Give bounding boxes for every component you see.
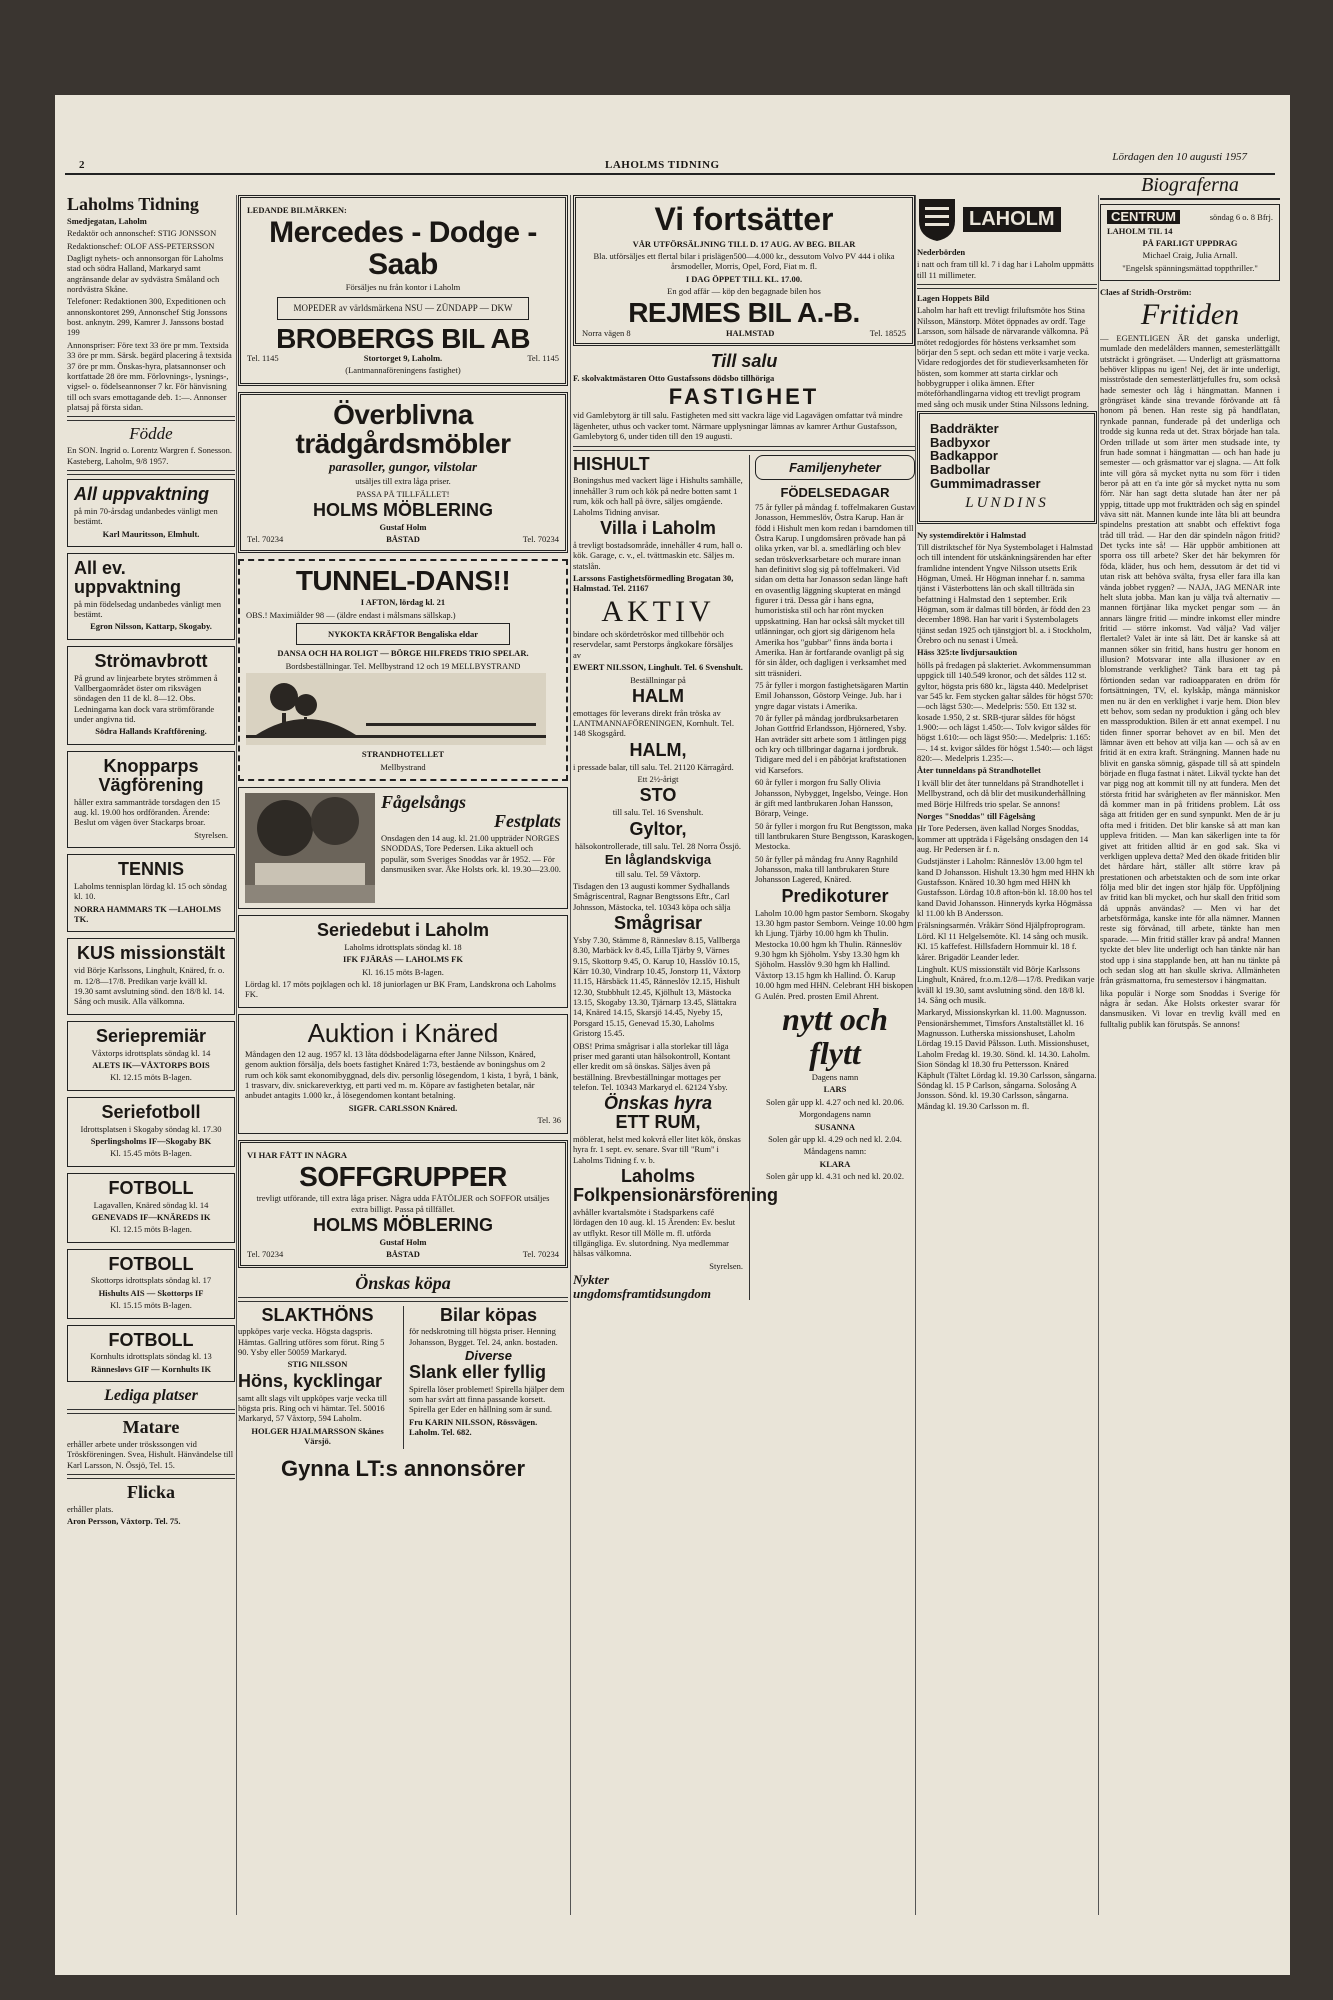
ad-company: HOLMS MÖBLERING [313,1215,493,1235]
ad-heading: Smågrisar [613,913,703,934]
ad-heading: Fågelsångs [381,792,467,813]
ad-item: Gummimadrasser [930,475,1041,491]
ad-tennis [67,854,235,932]
ad-heading: HISHULT [573,453,650,474]
ad-match: Sperlingsholms IF—Skogaby BK [90,1135,212,1146]
ad-fagelsang [238,787,568,909]
ad-text: Laholms tennisplan lördag kl. 15 och söndag kl. 10. [74,880,227,902]
rule [67,416,235,421]
ad-text: DANSA OCH HA ROLIGT — BÖRGE HILFREDS TRIO SPELAR. [277,648,529,659]
ad-seriedebut [238,915,568,1008]
ad-text: i pressade balar, till salu. Tel. 21120 Kärragård. [573,761,734,772]
birthday-item: 70 år fyller på måndag jordbruksarbetaren Johan Gottfrid Erlandsson, Hjörnered, Ysby. Han avträder sitt arbete som 1 ättlingen pigg och kry och tillbringar dagarna i jordbruk. Tidigare med del i en påbörjat kraftstationen vid Karsefors. [755,713,907,775]
ad-phone: Tel. 1145 [527,353,559,364]
section-for-sale: Till salu [710,351,778,372]
birthdays-heading: FÖDELSEDAGAR [780,485,890,501]
column-author: Claes af Stridh-Orström: [1100,287,1192,298]
column-5 [1100,175,1280,1915]
ad-venue: STRANDHOTELLET [361,749,445,760]
ad-text: En god affär — köp den begagnade bilen hos [667,286,821,297]
sun-times: Solen går upp kl. 4.27 och ned kl. 20.06. [765,1096,905,1107]
column-title: Fritiden [1140,298,1240,332]
news-text: Till distriktschef för Nya Systembolaget i Halmstad och till intendent för utskänkningsärenden har efter framlidne intendent Yngve Nilsson utsetts Erik Högman, Umeå. Hr Högman innehar f. n. samma tjänst i Västerbottens län och skall tillträda sin befattning i Halmstad den 1 september. Erik Högman, som är dalmas till börden, är född den 23 december 1898. Han har varit i Systembolagets tjänst sedan 1925 och tjänstgjort bl. a. i Stockholm, Örebro och nu senast i Umeå. [917,541,1093,646]
ad-text: erhåller plats. [67,1503,114,1514]
masthead-body: Dagligt nyhets- och annonsorgan för Laholms stad och södra Halland, Markaryd samt angränsande delar av sydvästra Småland och nordvästra Skåne. [67,252,224,295]
news-text: Hr Tore Pedersen, även kallad Norges Snoddas, kommer att uppträda i Fågelsång onsdagen den 14 aug. Hr Pedersen är f. n. [917,823,1089,854]
name-day-label: Måndagens namn: [803,1146,867,1157]
issue-date: Lördagen den 10 augusti 1957 [1112,151,1247,163]
column-4 [917,195,1097,1915]
ad-heading: Mercedes - Dodge - Saab [269,216,537,281]
cinemas-heading: Biograferna [1100,175,1280,200]
ad-heading: Matare [122,1416,180,1437]
ad-heading: FOTBOLL [108,1177,194,1198]
ad-booking: Bordsbeställningar. Tel. Mellbystrand 12 och 19 MELLBYSTRAND [285,660,521,671]
ad-heading: SLAKTHÖNS [261,1304,374,1325]
ad-knopparp [67,751,235,848]
dance-hall-illustration [246,673,546,745]
film-quote: "Engelsk spänningsmättad toppthriller." [1122,262,1258,273]
rule [917,284,1097,289]
ad-heading: All ev. uppvaktning [74,557,181,597]
name-day: KLARA [819,1158,851,1169]
ad-text: OBS.! Maximiålder 98 — (äldre endast i målsmans sällskap.) [246,609,456,620]
ad-signature: EWERT NILSSON, Linghult. Tel. 6 Svenshult. [573,662,743,673]
name-day: SUSANNA [814,1121,856,1132]
ad-auktion [238,1014,568,1134]
column-1 [67,195,235,1915]
ad-fotboll-2 [67,1249,235,1319]
birthday-item: 75 år fyller i morgon fastighetsägaren Martin Emil Johansson, Göstorp Veinge. Jub. har i yngre dagar vistats i Amerika. [755,679,909,711]
ad-text: Lagavallen, Knäred söndag kl. 14 [93,1199,209,1210]
ad-heading: Gyltor, [629,818,687,839]
film-title: PÅ FARLIGT UPPDRAG [1142,238,1238,248]
masthead-editor: Redaktör och annonschef: STIG JONSSON [67,228,217,239]
paper-title: LAHOLMS TIDNING [605,159,720,171]
ad-heading: Seriepremiär [95,1025,207,1046]
birthday-item: 50 år fyller i morgon fru Rut Bengtsson, maka till lantbrukaren Sture Bengtsson, Karaskogen, Mestocka. [755,820,915,852]
ad-location: Mellbystrand [380,761,426,772]
ad-text: till salu. Tel. 16 Svenshult. [612,807,704,818]
ad-text: vid Gamlebytorg är till salu. Fastigheten med sitt vackra läge vid Lagavägen omfattar två mindre lägenheter, uthus och vacker tomt. Närmare upplysningar lämnas av kamrer Arthur Gustafsson, Gamlebytorg 6, under tiden till den 19 augusti. [573,410,903,442]
laholm-banner [917,195,1097,243]
ad-company: LUNDINS [965,495,1049,512]
news-heading: Åter tunneldans på Strandhotellet [917,765,1041,776]
ad-text: Våxtorps idrottsplats söndag kl. 14 [91,1047,211,1058]
ad-label: VI HAR FÅTT IN NÅGRA [247,1149,347,1160]
ad-text: samt allt slags vilt uppköpes varje vecka till högsta pris. Ring och vi hämtar. Tel. 50016 Markaryd, 57 Våxtorp, 594 Laholm. [238,1392,387,1424]
ad-note: (Lantmannaföreningens fastighet) [345,365,461,376]
ad-text: Boningshus med vackert läge i Hishults samhälle, innehåller 3 rum och kök på nedre botten samt 1 rum, kök och hall på övre, säljes omgående. Laholms Tidning anvisar. [573,475,743,517]
ad-address: Norra vägen 8 [582,327,631,338]
column-rule [1098,195,1099,1915]
page-number: 2 [79,159,85,171]
news-heading: Häss 325:te livdjursauktion [917,647,1018,658]
sun-times: Solen går upp kl. 4.31 och ned kl. 20.02. [765,1170,905,1181]
ad-when: I AFTON, lördag kl. 21 [360,597,446,608]
ad-heading: Slank eller fyllig [409,1361,547,1382]
ad-phone: Tel. 1145 [247,353,279,364]
name-day: LARS [823,1084,847,1095]
ad-heading: TUNNEL-DANS!! [295,564,511,596]
nytt-och-flytt-logo: nytt och flytt [782,1000,888,1071]
newspaper-page [55,95,1290,1975]
ad-match: NORRA HAMMARS TK —LAHOLMS TK. [74,903,221,924]
ad-tunneldans [238,559,568,781]
ad-phone: Tel. 70234 [522,1249,559,1260]
ad-text: Skottorps idrottsplats söndag kl. 17 [90,1275,212,1286]
cinema-times: söndag 6 o. 8 Bfrj. [1209,211,1273,222]
ad-heading: Överblivna trädgårdsmöbler [295,398,511,460]
ad-item: Badbollar [930,461,990,477]
ad-signature: Larssons Fastighetsförmedling Brogatan 30, Halmstad. Tel. 21167 [573,572,734,594]
ad-address: Stortorget 9, Laholm. [363,353,443,364]
ad-signature: Karl Mauritsson, Elmhult. [102,528,200,539]
ad-city: HALMSTAD [725,327,775,338]
rule [238,1297,568,1302]
ad-heading: AKTIV [601,594,715,628]
ad-item: Badbyxor [930,434,990,450]
ad-signature: Styrelsen. [709,1260,743,1271]
ad-phone: Tel. 70234 [522,534,559,545]
ad-company: REJMES BIL A.-B. [628,297,860,329]
ad-company: HOLMS MÖBLERING [313,500,493,521]
film-cast: Michael Craig, Julia Arnall. [1142,250,1238,261]
ad-text: Försäljes nu från kontor i Laholm [345,282,461,293]
ad-text: Måndagen den 12 aug. 1957 kl. 13 låta dödsbodelägarna efter Janne Nilsson, Knäred, genom auktion försälja, dels boets fastighet Knäred 1:73, bestående av boningshus om 2 rum och kök samt ekonomibyggnad, dels div. personlig lösegendom, 1 kista, 1 byrå, 1 bänk, 1 trasvarv, div. snickareverktyg, ett parti ved m. m. Köpare av fastigheten betalar, när anbudet antagits 1.000 kr., å lösegendomen kontant betalning. [245,1049,559,1101]
services-text: Gudstjänster i Laholm: Ränneslöv 13.00 hgm tel kand D Johansson. Hishult 13.30 hgm med HHN kh Gustafsson. Knäred 10.30 hgm med HHN kh Gustafsson. Lördag 10.8 afton-bön kl. 18.00 hos tel kand David Johansson. Hinneryds kyrka Högmässa kl 11.00 kh B Andersson. [917,856,1095,919]
ad-text: F. skolvaktmästaren Otto Gustafssons dödsbo tillhöriga [573,373,775,384]
rule [67,1474,235,1479]
ad-lundins [917,411,1097,524]
ad-text: på min 70-årsdag undanbedes vänligt men bestämt. [74,505,218,527]
ad-subheading: parasoller, gungor, vilstolar [328,458,478,474]
section-family-news: Familjenyheter [755,455,915,481]
festplats-photo [245,793,375,903]
ad-text: Lördag kl. 17 möts pojklagen och kl. 18 juniorlagen ur BK Fram, Landskrona och Laholms FK. [245,979,556,1000]
ad-note: Kl. 15.45 möts B-lagen. [110,1148,192,1159]
sun-times: Solen går upp kl. 4.29 och ned kl. 2.04. [768,1133,902,1144]
ad-heading: HALM [632,685,684,706]
ad-soffgrupper [238,1140,568,1268]
ad-text: möblerat, helst med kokvrå eller litet kök, önskas hyra fr. 1 sept. ev. senare. Svar till "Rum" i Laholms Tidning f. v. b. [573,1134,741,1165]
ad-owner: Gustaf Holm [379,522,427,533]
rule [573,446,915,451]
ad-text: bindare och skördetröskor med tillbehör och reservdelar, samt Perstorps ångkokare försäljes av [573,629,733,660]
ad-heading: HALM, [629,739,687,760]
sermons-text: Laholm 10.00 hgm pastor Semborn. Skogaby 13.30 hgm pastor Semborn. Veinge 10.00 hgm kh Ljung. Tjärby 10.00 hgm kh Thulin. Mestocka 10.00 hgm kh Thulin. Ränneslöv 9.30 hgm kh Sjöholm. Ysby 13.30 hgm kh Sjöholm. Hasslöv 9.30 hgm kh Hallind. Våxtorp 13.15 hgm kh Hallind. Ö. Karup 10.00 hgm med HHN. Celebrant HH biskopen G Aulén. Pred. prosten Emil Ahrent. [755,907,914,1001]
news-heading: Norges "Snoddas" till Fågelsång [917,810,1036,821]
ad-crayfish: NYKOKTA KRÄFTOR Bengaliska eldar [296,623,510,645]
ad-phone: Tel. 70234 [247,534,284,545]
section-vacancies: Lediga platser [104,1387,198,1405]
ad-heading: FOTBOLL [108,1253,194,1274]
ad-item: Badkappor [930,448,998,464]
births-heading: Födde [129,424,173,444]
column-3-right [749,455,915,1301]
news-heading: Ny systemdirektör i Halmstad [917,529,1027,540]
ad-heading: SOFFGRUPPER [299,1160,507,1192]
ad-heading: Nykter ungdomsframtidsungdom [573,1272,711,1301]
ad-signature: Egron Nilsson, Kattarp, Skogaby. [90,621,212,632]
section-wanted: Önskas köpa [355,1272,451,1293]
ad-heading: Knopparps Vägförening [98,755,204,795]
ad-text: håller extra sammanträde torsdagen den 15 aug. kl. 19.00 hos ordföranden. Ärende: Beslut om vägen över Stackarps broar. [74,796,221,828]
ad-owner: Gustaf Holm [379,1236,427,1247]
ad-heading: Seriedebut i Laholm [316,920,490,941]
section-diverse: Diverse [465,1348,512,1364]
ad-heading: Bilar köpas [439,1304,538,1325]
column-3 [573,195,915,1915]
laholm-title: LAHOLM [963,207,1061,232]
birthday-item: 50 år fyller på måndag fru Anny Ragnhild Johansson, maka till lantbrukaren Sture Johansson Lagered, Knäred. [755,853,898,885]
ad-label: LEDANDE BILMÄRKEN: [247,205,347,215]
cinema-location: LAHOLM TIL 14 [1107,225,1173,236]
masthead-prices: Annonspriser: Före text 33 öre pr mm. Textsida 33 öre pr mm. Särsk. begärd placering å textsida 37 öre pr mm. Önskas-hyra, platsannonser och kortfattade 28 öre mm. Förlovnings-, lysnings-, vigsel- o. födelseannonser 7 kr. För hänvisning till och svars emottagande deb. 1:—. Annonser platsaj på första sidan. [67,339,232,412]
ad-label: Beställningar på [630,674,686,685]
ad-centrum [1100,204,1280,281]
cinema-name: CENTRUM [1107,210,1180,224]
slogan: Gynna LT:s annonsörer [280,1455,526,1481]
ad-heading: KUS missionstält [76,943,226,964]
ad-seriepremiar [67,1021,235,1091]
ad-uppvaktning-1 [67,479,235,547]
masthead-address: Smedjegatan, Laholm [67,215,147,226]
ad-text: Laholms idrottsplats söndag kl. 18 [344,941,462,952]
ad-text: emottages för leverans direkt från tröska av LANTMANNAFÖRENINGEN, Kornhult. Tel. 148 Skogsgård. [573,707,734,739]
ad-heading: Strömavbrott [94,650,208,671]
ad-signature: STIG NILSSON [287,1359,348,1370]
ad-heading: FASTIGHET [668,384,820,410]
ad-text: vid Börje Karlssons, Linghult, Knäred, fr. o. m. 12/8—17/8. Predikan varje kväll kl. 19.30 samt avslutning sönd. den 18/8 kl. 14. Sång och musik. Alla välkomna. [74,965,225,1007]
ad-match: Hishults AIS — Skottorps IF [98,1287,204,1298]
services-text: Frälsningsarmén. Vråkärr Sönd Hjälpfroprogram. Lörd. Kl 11 Helgelsemöte. Kl. 14 sång och musik. Kl. 15 kaffefest. Hillsfadern Hornmuir kl. 18 f. kårer. Brigadör Leander leder. [917,920,1089,962]
news-text: hölls på fredagen på slakteriet. Avkommensumman uppgick till 140.549 kronor, och det såldes 112 st. gyltor, högsta pris 680 kr., lägsta 440. Medelpriset var 545 kr. Fem stycken galtar såldes för högst 570:—och lägst 530:—. Medelpris: 550. Ett 132 st. kosade 1.950, 2 st. SRB-tjurar såldes för högst 1.900:— och lägst 1.450:—. Tolv kvigor såldes för högst 1.610:— och lägst 950:—. Medelpris: 1.165:—. 14 st. kvigor såldes för högst 1.540:— och lägst 820:—. Medelpris 1.235:—. [917,659,1094,764]
ad-phone: Tel. 70234 [247,1249,284,1260]
news-text: I kväll blir det åter tunneldans på Strandhotellet i Mellbystrand, och då blir det musikunderhållning med Börje Hilfreds trio spelar. Se annons! [917,777,1086,809]
column-rule [570,195,571,1915]
ad-heading: All uppvaktning [74,483,209,504]
ad-fotboll-3 [67,1325,235,1383]
ad-text: Ysby 7.30, Stämme 8, Rännesløv 8.15, Vallberga 8.30, Marbäck kv 8.45, Lilla Tjärby 9, Värnes 9.15, Skottorp 9.45, O. Karup 10, Hasslöv 10.15, Kärr 10.30, Vindrarp 10.45, Jonstorp 11, Våxtorp 11.15, Härsbäck 11.45, Ränneslöv 12.15, Hishult 12.30, Stubbhult 12.45, Kjölhult 13, Mästocka 13.15, Skogaby 13.30, Tjärnarp 13.45, Slättakra 14, Knäred 14.15, Skarsjö 14.45, Nyeby 15, Porsgard 15.15, Genevad 15.30, Laholms Gristorg 15.45. [573,934,741,1039]
ad-rejmes [573,195,915,346]
ad-phone: Tel. 36 [537,1115,561,1126]
column-text: — EGENTLIGEN ÄR det ganska underligt, mumlade den medelålders mannen, semesterlättgällt utsträckt i gröngräset. — Underligt att gräsmattorna behöver klippas nu igen! Nej, det är inte underligt, misströstade den semesterlättjefulles fru, som också hade semester och låg i hängmattan. Mannen i gröngräset kände sina trevande förövande att få honom på benen. Han reste sig på handflatan, rynkade pannan, funderade på det underliga och trodde sig kunna reda ut det. Strax började han tala. Orden trillade ut som ärter men studsade inte, ty frun hade somnat i hängmattan — och han hade ju semester — och gräsmattor var ej slagna. — Att folk inte vill göra så mycket nytta nu som förr i tiden beror på att en t'a inte gör så mycket nytta nu som förr. När han sagt detta slutade han åter ner på yppig, tittade upp mot fruktträden och såg en spindel väva sitt nät. Mannen kunde inte låta bli att beundra spindelns prestation att snabbt och effektivt foga tråd till tråd. — Har den där spindeln någon fritid? Det tycks inte så! — Här uppbör ambitionen att sporra oss till arbete? Sker det här bekymren för föda, kläder, hus och hem, dessutom är det tid vi utan risk att behöva svälta, frysa eller fara illa kan vända jobbet ryggen? — NAJA, JAG MENAR inte helt sluta jobba. Man kan ju välja två alternativ — mannen förtjänar lika mycket pengar som — än annars längre fritid — mindre inkomst eller mindre fritid — större inkomst. Vad välja? Vad väljer flertalet? Valet är inte så lätt. Det är kanske så att mannen söker sin fritid, hans hustru ger honom en illusion? Motsvarar inte alla illusioner av en blomstrande verklighet? Tänk bara ett tag på förtionden sedan var radioapparaten en dröm för fortsättningen, TV, el. kylskåp, många människor men nu är den en verklighet i varje hem. Dion blev ett behov, som sedan ny produktion i gång och blev en massproduktion. Bilen är ett annat exempel. I nu tiden finner sporrar behovet av en bil. Men det lämnar även ett behov att vilja kan — och så av en fritid ät en extra kraft. Strängning. Mannen hade nu blivit en ganska sömnig, gäspade till så att spindeln började en fluga fastnat i nätet. Likväl tyckte han det var pigg nog att kommit till ny att fundera. Men det största fritid har svårigheten av fler människor. Men då kommer man in på fritidens problem. Låt oss säga att fritiden ger en sund synpunkt. Men de är ju ofta med i fritiden. Det blir kanske så att man kan uppleva fritiden. — Man kan säkerligen inte ta för givet att fritiden alltid är en god sak. Ska vi verkligen uppleva detta? Med den ökade fritiden blir det hårdare hårt, ställer allt större krav på prestationen och arbetstakten och de som inte orkar följa med blir det ingen stor hjälp för. Uppföljning av fritid kan bli mycket, och hur skall den fritid som då uppnås användas? — Men vi har det arbetsförmåga, kanske inte för alla nämner. Mannen reste sig förvånad, till arbete, tänkte han men sparade. — Min fritid ställer krav på andra! Mannen tyckte det blev lite underligt och han tänkte när han stod upp i sina stapplande ben, att han nu tänkte på och sedan slog att han skulle skriva. Allmänheten från gräsmattorna, fru semestersov i hängmattan. [1100,332,1280,986]
ad-text: utsäljes till extra låga priser. [355,476,451,487]
ad-heading: STO [639,785,677,806]
ad-heading: Vi fortsätter [654,201,834,237]
ad-heading: FOTBOLL [108,1329,194,1350]
ad-text: PASSA PÅ TILLFÄLLET! [356,488,450,499]
name-day-label: Dagens namn [811,1072,859,1083]
birthday-item: 75 år fyller på måndag f. toffelmakaren Gustav Jonasson, Hemmeslöv, Östra Karup. Han är född i Hishult men kom redan i barndomen till Östra Karup. I ungdomsåren prövade han på olika yrken, var bl. a. smedlärling och blev sedan tröskverksarbetare och murare innan han definitivt slog sig på toffelmakeri. Vid sidan om detta har Jonasson sedan länge haft en ovasentlig läggning skupterat en mängd figurer i trä. Dessa går i hans egna, humoristiska stil och har rönt mycken uppskattning. Han har också sålt mycket till utlänningar, och gjort sig därigenom hela Amerika hos "gubbar" finns ända borta i Amerika. Han är fortfarande ovanligt på sig för sin ålder, och dagligen i verksamhet med sitt träsnideri. [755,501,915,678]
ad-text: avhåller kvartalsmöte i Stadsparkens café lördagen den 10 aug. kl. 15 Ärenden: Ev. beslut av utflykt. Resor till Mölle m. fl. utförda tillgängliga. Ev. slutordning. Nya medlemmar hälsas välkomna. [573,1206,736,1259]
ad-mopeds: MOPEDER av världsmärkena NSU — ZÜNDAPP — DKW [277,297,529,320]
news-text: i natt och fram till kl. 7 i dag har i Laholm uppmätts till 11 millimeter. [917,259,1094,280]
ad-heading: Auktion i Knäred [307,1017,499,1048]
ad-company: BROBERGS BIL AB [276,322,530,354]
ad-hours: I DAG ÖPPET TILL KL. 17.00. [685,273,803,284]
ad-signature: Södra Hallands Kraftförening. [95,726,207,737]
column-text: lika populär i Norge som Snoddas i Sverige för några år sedan. Åke Holsts orkester svarar för dansmusiken. Vi lovar en trevlig kväll med en fulltalig publik kan förutspås. Se annons! [1100,987,1280,1029]
ad-heading: Seriefotboll [101,1101,201,1122]
ad-signature: SIGFR. CARLSSON Knäred. [348,1102,458,1113]
column-2 [238,195,568,1915]
sermons-heading: Predikoturer [781,885,889,906]
ad-text: till salu. Tel. 59 Våxtorp. [615,868,701,879]
ad-seriefotboll [67,1097,235,1167]
ad-text: Idrottsplatsen i Skogaby söndag kl. 17.30 [80,1123,222,1134]
ad-city: BÅSTAD [386,534,420,545]
page-header [65,151,1275,175]
ad-stromavbrott [67,646,235,745]
ad-note: Kl. 12.15 möts B-lagen. [110,1224,192,1235]
ad-text: Spirella löser problemet! Spirella hjälper dem som har svårt att finna passande korsett. Spirella ger Eder en hållning som är sund. [409,1383,565,1415]
rule [67,470,235,475]
ad-signature: Fru KARIN NILSSON, Rössvägen. Laholm. Tel. 682. [409,1416,538,1438]
laholm-coat-of-arms-icon [917,195,957,243]
rule [67,1409,235,1414]
ad-text: VÅR UTFÖRSÄLJNING TILL D. 17 AUG. AV BEG. BILAR [632,238,856,249]
ad-text: Onsdagen den 14 aug. kl. 21.00 uppträder NORGES SNODDAS, Tore Pedersen. Lika aktuell och populär, som Sveriges Snoddas var år 1952. — För dansmusiken svar. Åke Holsts ork. kl. 19.30—23.00. [381,832,561,874]
services-text: Markaryd, Missionskyrkan kl. 11.00. Magnusson. Pensionärshemmet, Timsfors Anstaltstället kl. 16 Magnusson. Lutherska missionshuset, Laholm Lördag 19.15 David Pålsson. Luth. Missionshuset, Laholm Fredag kl. 19.30. Sönd. kl. 14.30. Laholm. Sion Söndag kl 18.30 fru Pettersson. Knäred Käphult (Tältet Lördag kl. 19.30 Carlsson, sångarna. Söndag kl. 15 P Carlson, sångarna. Solosång A Jonsson. Sönd. kl. 19.30 Carlsson, sångarna. Måndag kl. 19.30 Carlsson m. fl. [917,1007,1097,1111]
ad-text: Tisdagen den 13 augusti kommer Sydhallands Smågriscentral, Ragnar Bengtssons Eftr., Carl Johnsson, Mästocka, tel. 10343 köpa och sälja [573,880,731,912]
ad-brobergs [238,195,568,386]
ad-heading: Höns, kycklingar [238,1370,383,1391]
ad-match: GENEVADS IF—KNÄREDS IK [91,1211,211,1222]
ad-heading: ETT RUM, [615,1112,701,1133]
ad-text: på min födelsedag undanbedes vänligt men bestämt. [74,598,222,620]
news-heading: Lagen Hoppets Bild [917,293,990,304]
column-3-left [573,453,779,1301]
masthead-chief: Redaktionschef: OLOF ASS-PETERSSON [67,240,215,251]
services-text: Linghult. KUS missionstält vid Börje Karlssons Linghult, Knäred, fr.o.m.12/8—17/8. Predikan varje kväll kl 19.30, samt avslutning sönd. den 18/8 kl. 14. Sång och musik. [917,963,1095,1005]
ad-signature: Styrelsen. [194,829,228,840]
ad-heading: Villa i Laholm [600,517,716,538]
ad-text: trevligt utförande, till extra låga priser. Några udda FÅTÖLJER och SOFFOR utsäljes extra billigt. Passa på tillfället. [256,1193,550,1214]
ad-text: OBS! Prima smågrisar i alla storlekar till låga priser med garanti utan hälsokontroll, Kontant eller kredit om så önskas. Säljes även på beställning. Brevbeställningar mottages per telefon. Tel. 10343 Markaryd el. 62124 Ysby. [573,1040,731,1092]
ad-tradgard [238,392,568,553]
ad-note: Kl. 12.15 möts B-lagen. [110,1072,192,1083]
masthead-title: Laholms Tidning [67,195,199,214]
ad-fotboll-1 [67,1173,235,1243]
name-day-label: Morgondagens namn [799,1109,871,1120]
column-rule [915,195,916,1915]
ad-signature: Aron Persson, Våxtorp. Tel. 75. [67,1516,181,1527]
ad-text: Bla. utförsäljes ett flertal bilar i prislägen500—4.000 kr., dessutom Volvo PV 444 i olika årsmodeller, Morris, Opel, Ford, Fiat m. fl. [593,250,895,272]
column-rule [236,195,237,1915]
ad-heading: TENNIS [117,859,184,880]
ad-match: ALETS IK—VÅXTORPS BOIS [92,1059,210,1070]
ad-phone: Tel. 18525 [869,327,906,338]
ad-text: uppköpes varje vecka. Högsta dagspris. Hämtas. Gallring utföres som förut. Ring 5 90. Ysby eller 50059 Markaryd. [238,1326,385,1358]
birthday-item: 60 år fyller i morgon fru Sally Olivia Johansson, Nybygget, Ingelsbo, Veinge. Hon är gift med lantbrukaren Johan Hansson, Börarp, Veinge. [755,777,908,819]
ad-text: hälsokontrollerade, till salu. Tel. 28 Norra Össjö. [575,840,741,851]
masthead-phones: Telefoner: Redaktionen 300, Expeditionen och annonskontoret 299, Annonschef Stig Jonssons bost. anknytn. 299, Kamrer J. Janssons bostad 199 [67,296,228,338]
news-text: Laholm har haft ett trevligt friluftsmöte hos Stina Nilsson, Mänstorp. Mötet öppnades av ordf. Tage Larsson, som hälsade de närvarande välkomna. På mötet redogjordes för höstens verksamhet som börjar den 5 sept. och sedan ett möte i varje vecka. Vidare redogjordes det för studieverksamheten för hösten, som kommer att starta cirklar och hobbygrupper i olika ämnen. Efter möteförhandlingarna vidtog ett trevligt program med sång och musik under Stina Nilssons ledning. [917,305,1090,409]
ad-heading: Flicka [127,1481,175,1502]
ad-note: Kl. 16.15 möts B-lagen. [362,966,444,977]
ad-label: Ett 2½-årigt [637,774,679,785]
ad-note: Kl. 15.15 möts B-lagen. [110,1300,192,1311]
ad-text: Kornhults idrottsplats söndag kl. 13 [90,1351,212,1362]
ad-uppvaktning-2 [67,553,235,640]
ad-text: å trevligt bostadsområde, innehåller 4 rum, hall o. kök. Garage, c. v., el. tvättmaskin etc. Säljes m. statslån. [573,539,743,571]
ad-kus [67,938,235,1014]
ad-heading: Laholms Folkpensionärsförening [573,1166,779,1206]
ad-text: På grund av linjearbete brytes strömmen å Vallbergaområdet öster om riksvägen söndagen den 11 de kl. 8—12. Obs. Ledningarna kan dock vara strömförande under angivna tid. [74,672,218,725]
ad-text: för nedskrotning till högsta priser. Henning Johansson, Bygget. Tel. 24, ankn. bostaden. [409,1326,558,1347]
ad-match: IFK FJÄRÅS — LAHOLMS FK [343,954,463,965]
ad-heading: En låglandskviga [604,851,712,867]
ad-item: Baddräkter [930,421,999,437]
ad-signature: HOLGER HJALMARSSON Skånes Värsjö. [251,1425,384,1447]
ad-match: Rännesløvs GIF — Kornhults IK [90,1363,212,1374]
ad-text: erhåller arbete under tröskssongen vid Tröskföreningen. Svea, Hishult. Hänvändelse till Karl Larsson, N. Össjö, Tel. 15. [67,1438,234,1470]
ad-city: BÅSTAD [386,1249,420,1260]
births-text: En SON. Ingrid o. Lorentz Wargren f. Sonesson. Kasteberg, Laholm, 9/8 1957. [67,445,232,466]
news-heading: Nederbörden [917,247,966,257]
ad-heading: Festplats [493,810,561,831]
section-rent-wanted: Önskas hyra [603,1093,713,1114]
